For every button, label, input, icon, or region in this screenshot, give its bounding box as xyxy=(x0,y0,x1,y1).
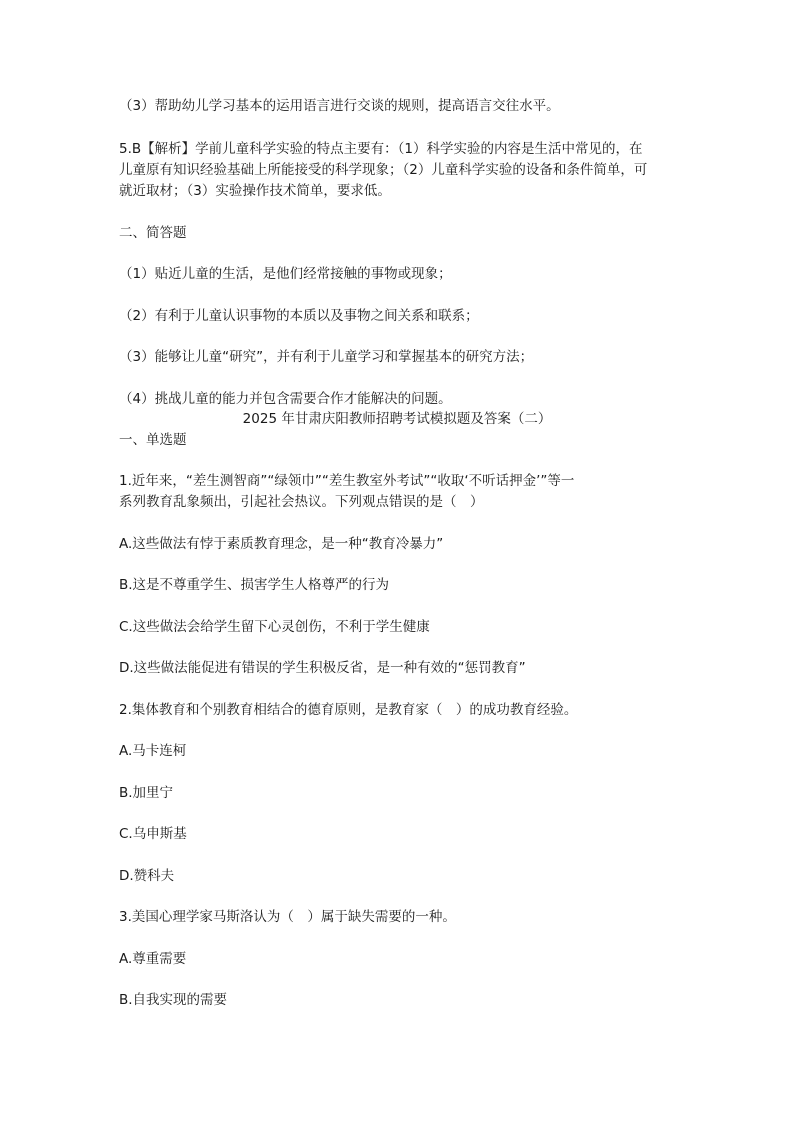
answer-5-line-3: 就近取材；（3）实验操作技术简单，要求低。 xyxy=(119,183,391,199)
point-4: （4）挑战儿童的能力并包含需要合作才能解决的问题。 xyxy=(119,391,452,407)
short-answer-heading: 二、简答题 xyxy=(119,225,187,241)
question-1-stem-line-2: 系列教育乱象频出，引起社会热议。下列观点错误的是（ ） xyxy=(119,494,484,510)
point-2: （2）有利于儿童认识事物的本质以及事物之间关系和联系； xyxy=(119,308,479,324)
question-2-stem: 2.集体教育和个别教育相结合的德育原则，是教育家（ ）的成功教育经验。 xyxy=(119,702,578,718)
answer-5-line-2: 儿童原有知识经验基础上所能接受的科学现象；（2）儿童科学实验的设备和条件简单，可 xyxy=(119,162,648,178)
question-1-option-b: B.这是不尊重学生、损害学生人格尊严的行为 xyxy=(119,577,390,593)
answer-5-line-1: 5.B【解析】学前儿童科学实验的特点主要有：（1）科学实验的内容是生活中常见的，在 xyxy=(119,141,643,157)
question-1-stem-line-1: 1.近年来，“差生测智商”“绿领巾”“差生教室外考试”“收取‘不听话押金’”等一 xyxy=(119,473,575,489)
prev-item-3: （3）帮助幼儿学习基本的运用语言进行交谈的规则，提高语言交往水平。 xyxy=(119,98,560,114)
question-2-option-c: C.乌申斯基 xyxy=(119,826,187,842)
question-2-option-a: A.马卡连柯 xyxy=(119,743,187,759)
point-3: （3）能够让儿童“研究”，并有利于儿童学习和掌握基本的研究方法； xyxy=(119,349,534,365)
question-1-option-c: C.这些做法会给学生留下心灵创伤，不利于学生健康 xyxy=(119,619,430,635)
point-1: （1）贴近儿童的生活，是他们经常接触的事物或现象； xyxy=(119,266,452,282)
question-3-option-a: A.尊重需要 xyxy=(119,951,187,967)
question-3-option-b: B.自我实现的需要 xyxy=(119,992,228,1008)
exam-title: 2025 年甘肃庆阳教师招聘考试模拟题及答案（二） xyxy=(242,411,552,427)
single-choice-heading: 一、单选题 xyxy=(119,432,187,448)
question-2-option-b: B.加里宁 xyxy=(119,785,174,801)
question-1-option-a: A.这些做法有悖于素质教育理念，是一种“教育冷暴力” xyxy=(119,536,444,552)
question-1-option-d: D.这些做法能促进有错误的学生积极反省，是一种有效的“惩罚教育” xyxy=(119,660,526,676)
question-3-stem: 3.美国心理学家马斯洛认为（ ）属于缺失需要的一种。 xyxy=(119,909,456,925)
question-2-option-d: D.赞科夫 xyxy=(119,868,175,884)
